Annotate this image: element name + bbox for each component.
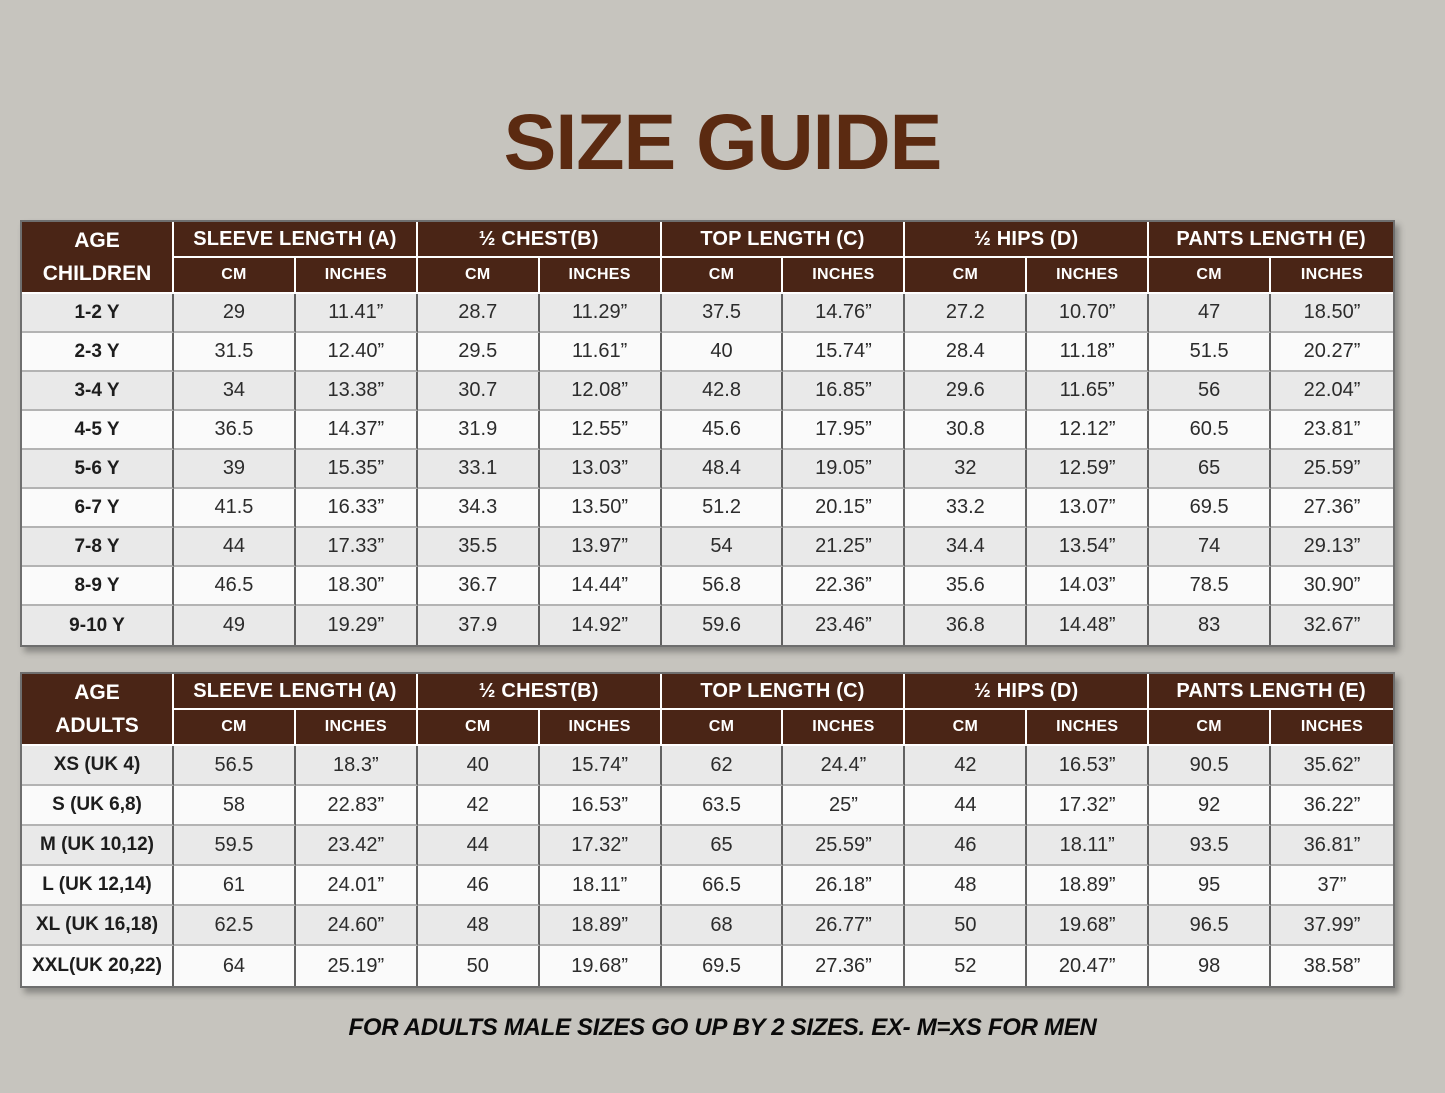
- cm-value-cell: 45.6: [662, 411, 784, 450]
- measure-group-header: ½ CHEST(B): [418, 222, 662, 258]
- inches-value-cell: 17.32”: [540, 826, 662, 866]
- inches-value-cell: 26.18”: [783, 866, 905, 906]
- inches-value-cell: 21.25”: [783, 528, 905, 567]
- cm-value-cell: 56: [1149, 372, 1271, 411]
- inches-value-cell: 14.76”: [783, 294, 905, 333]
- cm-value-cell: 59.5: [174, 826, 296, 866]
- age-header-label: ADULTS: [55, 714, 139, 737]
- cm-value-cell: 44: [905, 786, 1027, 826]
- cm-value-cell: 49: [174, 606, 296, 645]
- inches-unit-header: INCHES: [540, 710, 662, 746]
- inches-value-cell: 12.12”: [1027, 411, 1149, 450]
- cm-value-cell: 44: [418, 826, 540, 866]
- measure-group-header: ½ HIPS (D): [905, 222, 1149, 258]
- inches-value-cell: 25.59”: [783, 826, 905, 866]
- cm-value-cell: 33.2: [905, 489, 1027, 528]
- adults-size-table: [20, 672, 1395, 988]
- cm-value-cell: 35.5: [418, 528, 540, 567]
- age-cell: XXL(UK 20,22): [22, 946, 174, 986]
- inches-value-cell: 16.53”: [1027, 746, 1149, 786]
- cm-unit-header: CM: [905, 258, 1027, 294]
- inches-value-cell: 25.19”: [296, 946, 418, 986]
- cm-value-cell: 78.5: [1149, 567, 1271, 606]
- inches-value-cell: 37.99”: [1271, 906, 1393, 946]
- cm-value-cell: 28.7: [418, 294, 540, 333]
- inches-value-cell: 14.37”: [296, 411, 418, 450]
- measure-group-header: TOP LENGTH (C): [662, 674, 906, 710]
- inches-value-cell: 18.89”: [540, 906, 662, 946]
- cm-value-cell: 54: [662, 528, 784, 567]
- cm-value-cell: 33.1: [418, 450, 540, 489]
- age-cell: 8-9 Y: [22, 567, 174, 606]
- cm-value-cell: 68: [662, 906, 784, 946]
- age-cell: 6-7 Y: [22, 489, 174, 528]
- cm-value-cell: 69.5: [662, 946, 784, 986]
- inches-unit-header: INCHES: [296, 710, 418, 746]
- age-cell: XS (UK 4): [22, 746, 174, 786]
- inches-value-cell: 14.92”: [540, 606, 662, 645]
- page-title: SIZE GUIDE: [503, 97, 942, 186]
- cm-value-cell: 42: [418, 786, 540, 826]
- cm-value-cell: 34.3: [418, 489, 540, 528]
- inches-unit-header: INCHES: [783, 710, 905, 746]
- cm-value-cell: 90.5: [1149, 746, 1271, 786]
- inches-value-cell: 24.60”: [296, 906, 418, 946]
- cm-value-cell: 92: [1149, 786, 1271, 826]
- cm-value-cell: 35.6: [905, 567, 1027, 606]
- age-header-label: CHILDREN: [42, 262, 152, 285]
- cm-unit-header: CM: [174, 710, 296, 746]
- cm-value-cell: 83: [1149, 606, 1271, 645]
- cm-value-cell: 62: [662, 746, 784, 786]
- inches-value-cell: 13.07”: [1027, 489, 1149, 528]
- table-row: [22, 606, 1393, 645]
- inches-value-cell: 23.46”: [783, 606, 905, 645]
- cm-value-cell: 59.6: [662, 606, 784, 645]
- cm-value-cell: 48: [418, 906, 540, 946]
- cm-value-cell: 39: [174, 450, 296, 489]
- cm-value-cell: 42: [905, 746, 1027, 786]
- inches-value-cell: 35.62”: [1271, 746, 1393, 786]
- table-header: [22, 222, 1393, 294]
- inches-value-cell: 19.05”: [783, 450, 905, 489]
- cm-value-cell: 36.8: [905, 606, 1027, 645]
- cm-value-cell: 50: [905, 906, 1027, 946]
- inches-value-cell: 13.03”: [540, 450, 662, 489]
- cm-value-cell: 29: [174, 294, 296, 333]
- inches-value-cell: 13.50”: [540, 489, 662, 528]
- cm-value-cell: 51.2: [662, 489, 784, 528]
- age-cell: 9-10 Y: [22, 606, 174, 645]
- age-cell: 1-2 Y: [22, 294, 174, 333]
- age-cell: L (UK 12,14): [22, 866, 174, 906]
- cm-value-cell: 37.9: [418, 606, 540, 645]
- cm-value-cell: 62.5: [174, 906, 296, 946]
- inches-value-cell: 19.68”: [1027, 906, 1149, 946]
- cm-unit-header: CM: [418, 710, 540, 746]
- measure-group-header: PANTS LENGTH (E): [1149, 674, 1393, 710]
- inches-value-cell: 18.89”: [1027, 866, 1149, 906]
- cm-value-cell: 46: [418, 866, 540, 906]
- cm-value-cell: 60.5: [1149, 411, 1271, 450]
- inches-value-cell: 18.3”: [296, 746, 418, 786]
- inches-value-cell: 13.54”: [1027, 528, 1149, 567]
- age-column-header: [22, 674, 174, 746]
- cm-value-cell: 46: [905, 826, 1027, 866]
- cm-value-cell: 64: [174, 946, 296, 986]
- cm-unit-header: CM: [662, 710, 784, 746]
- inches-value-cell: 11.18”: [1027, 333, 1149, 372]
- cm-unit-header: CM: [1149, 258, 1271, 294]
- inches-unit-header: INCHES: [1027, 258, 1149, 294]
- table-body: [22, 294, 1393, 645]
- inches-value-cell: 22.83”: [296, 786, 418, 826]
- cm-value-cell: 61: [174, 866, 296, 906]
- inches-value-cell: 16.53”: [540, 786, 662, 826]
- inches-unit-header: INCHES: [296, 258, 418, 294]
- table-row: [22, 906, 1393, 946]
- cm-value-cell: 47: [1149, 294, 1271, 333]
- cm-value-cell: 74: [1149, 528, 1271, 567]
- inches-value-cell: 20.15”: [783, 489, 905, 528]
- cm-value-cell: 46.5: [174, 567, 296, 606]
- cm-value-cell: 44: [174, 528, 296, 567]
- cm-value-cell: 98: [1149, 946, 1271, 986]
- inches-value-cell: 37”: [1271, 866, 1393, 906]
- inches-value-cell: 18.11”: [1027, 826, 1149, 866]
- cm-unit-header: CM: [1149, 710, 1271, 746]
- measure-group-header: ½ CHEST(B): [418, 674, 662, 710]
- measure-group-header: SLEEVE LENGTH (A): [174, 674, 418, 710]
- table-row: [22, 746, 1393, 786]
- cm-value-cell: 36.7: [418, 567, 540, 606]
- age-cell: S (UK 6,8): [22, 786, 174, 826]
- inches-value-cell: 36.81”: [1271, 826, 1393, 866]
- inches-value-cell: 36.22”: [1271, 786, 1393, 826]
- measure-group-header: SLEEVE LENGTH (A): [174, 222, 418, 258]
- cm-value-cell: 58: [174, 786, 296, 826]
- inches-value-cell: 13.38”: [296, 372, 418, 411]
- cm-unit-header: CM: [174, 258, 296, 294]
- cm-value-cell: 50: [418, 946, 540, 986]
- inches-value-cell: 12.40”: [296, 333, 418, 372]
- inches-value-cell: 11.61”: [540, 333, 662, 372]
- inches-value-cell: 32.67”: [1303, 614, 1361, 636]
- table-row: [22, 294, 1393, 333]
- inches-unit-header: INCHES: [1271, 258, 1393, 294]
- table-body: [22, 746, 1393, 986]
- inches-value-cell: 12.55”: [540, 411, 662, 450]
- cm-value-cell: 52: [905, 946, 1027, 986]
- cm-value-cell: 31.9: [418, 411, 540, 450]
- inches-value-cell: 19.29”: [296, 606, 418, 645]
- inches-value-cell: 14.03”: [1027, 567, 1149, 606]
- cm-value-cell: 41.5: [174, 489, 296, 528]
- inches-value-cell: 10.70”: [1027, 294, 1149, 333]
- cm-value-cell: 32: [905, 450, 1027, 489]
- age-cell: XL (UK 16,18): [22, 906, 174, 946]
- table-row: [22, 450, 1393, 489]
- inches-value-cell: 24.01”: [296, 866, 418, 906]
- measure-group-header: PANTS LENGTH (E): [1149, 222, 1393, 258]
- table-row: [22, 372, 1393, 411]
- inches-value-cell: 25.59”: [1271, 450, 1393, 489]
- cm-value-cell: 95: [1149, 866, 1271, 906]
- cm-value-cell: 31.5: [174, 333, 296, 372]
- inches-value-cell: 15.74”: [783, 333, 905, 372]
- cm-value-cell: 56.8: [662, 567, 784, 606]
- age-cell: 2-3 Y: [22, 333, 174, 372]
- age-cell: 7-8 Y: [22, 528, 174, 567]
- cm-value-cell: 96.5: [1149, 906, 1271, 946]
- cm-value-cell: 65: [662, 826, 784, 866]
- inches-value-cell: 14.44”: [540, 567, 662, 606]
- age-header-label: AGE: [74, 229, 120, 252]
- cm-value-cell: 48.4: [662, 450, 784, 489]
- table-row: [22, 489, 1393, 528]
- inches-value-cell: 16.33”: [296, 489, 418, 528]
- footnote: FOR ADULTS MALE SIZES GO UP BY 2 SIZES. EX- M=XS FOR MEN: [348, 1014, 1097, 1041]
- table-row: [22, 333, 1393, 372]
- measure-group-header: TOP LENGTH (C): [662, 222, 906, 258]
- cm-value-cell: 69.5: [1149, 489, 1271, 528]
- cm-unit-header: CM: [418, 258, 540, 294]
- age-cell: M (UK 10,12): [22, 826, 174, 866]
- inches-value-cell: 22.36”: [783, 567, 905, 606]
- inches-value-cell: 27.36”: [783, 946, 905, 986]
- cm-value-cell: 29.6: [905, 372, 1027, 411]
- inches-value-cell: 20.47”: [1027, 946, 1149, 986]
- cm-unit-header: CM: [662, 258, 784, 294]
- cm-value-cell: 93.5: [1149, 826, 1271, 866]
- cm-value-cell: 36.5: [174, 411, 296, 450]
- table-row: [22, 826, 1393, 866]
- age-cell: 3-4 Y: [22, 372, 174, 411]
- inches-value-cell: 12.59”: [1027, 450, 1149, 489]
- inches-value-cell: 11.65”: [1027, 372, 1149, 411]
- table-row: [22, 786, 1393, 826]
- inches-unit-header: INCHES: [1271, 710, 1393, 746]
- inches-value-cell: 23.81”: [1271, 411, 1393, 450]
- age-header-label: AGE: [74, 681, 120, 704]
- inches-value-cell: 20.27”: [1271, 333, 1393, 372]
- inches-value-cell: 16.85”: [783, 372, 905, 411]
- inches-value-cell: 18.11”: [540, 866, 662, 906]
- table-row: [22, 866, 1393, 906]
- table-row: [22, 946, 1393, 986]
- inches-value-cell: 30.90”: [1271, 567, 1393, 606]
- inches-value-cell: 22.04”: [1271, 372, 1393, 411]
- inches-value-cell: 13.97”: [540, 528, 662, 567]
- cm-unit-header: CM: [905, 710, 1027, 746]
- inches-value-cell: 23.42”: [296, 826, 418, 866]
- table-row: [22, 528, 1393, 567]
- age-cell: 4-5 Y: [22, 411, 174, 450]
- cm-value-cell: 37.5: [662, 294, 784, 333]
- inches-value-cell: 19.68”: [540, 946, 662, 986]
- cm-value-cell: 34.4: [905, 528, 1027, 567]
- table-row: [22, 411, 1393, 450]
- cm-value-cell: 56.5: [174, 746, 296, 786]
- inches-value-cell: 29.13”: [1271, 528, 1393, 567]
- cm-value-cell: 63.5: [662, 786, 784, 826]
- cm-value-cell: 28.4: [905, 333, 1027, 372]
- inches-unit-header: INCHES: [783, 258, 905, 294]
- inches-value-cell: 17.95”: [783, 411, 905, 450]
- age-column-header: [22, 222, 174, 294]
- cm-value-cell: 40: [662, 333, 784, 372]
- cm-value-cell: 30.8: [905, 411, 1027, 450]
- inches-value-cell: 11.29”: [540, 294, 662, 333]
- cm-value-cell: 27.2: [905, 294, 1027, 333]
- inches-value-cell: 18.30”: [296, 567, 418, 606]
- cm-value-cell: 51.5: [1149, 333, 1271, 372]
- inches-value-cell: 15.35”: [296, 450, 418, 489]
- table-row: [22, 567, 1393, 606]
- inches-unit-header: INCHES: [1027, 710, 1149, 746]
- cm-value-cell: 40: [418, 746, 540, 786]
- cm-value-cell: 65: [1149, 450, 1271, 489]
- inches-value-cell: 27.36”: [1271, 489, 1393, 528]
- inches-value-cell: 25”: [783, 786, 905, 826]
- cm-value-cell: 66.5: [662, 866, 784, 906]
- cm-value-cell: 42.8: [662, 372, 784, 411]
- inches-unit-header: INCHES: [540, 258, 662, 294]
- inches-value-cell: 17.32”: [1027, 786, 1149, 826]
- cm-value-cell: 48: [905, 866, 1027, 906]
- table-header: [22, 674, 1393, 746]
- inches-value-cell: 14.48”: [1027, 606, 1149, 645]
- cm-value-cell: 29.5: [418, 333, 540, 372]
- inches-value-cell: 38.58”: [1303, 954, 1361, 977]
- cm-value-cell: 34: [174, 372, 296, 411]
- age-cell: 5-6 Y: [22, 450, 174, 489]
- inches-value-cell: 24.4”: [783, 746, 905, 786]
- children-size-table: [20, 220, 1395, 647]
- inches-value-cell: 26.77”: [783, 906, 905, 946]
- measure-group-header: ½ HIPS (D): [905, 674, 1149, 710]
- cm-value-cell: 30.7: [418, 372, 540, 411]
- inches-value-cell: 17.33”: [296, 528, 418, 567]
- inches-value-cell: 18.50”: [1271, 294, 1393, 333]
- inches-value-cell: 12.08”: [540, 372, 662, 411]
- inches-value-cell: 15.74”: [540, 746, 662, 786]
- inches-value-cell: 11.41”: [296, 294, 418, 333]
